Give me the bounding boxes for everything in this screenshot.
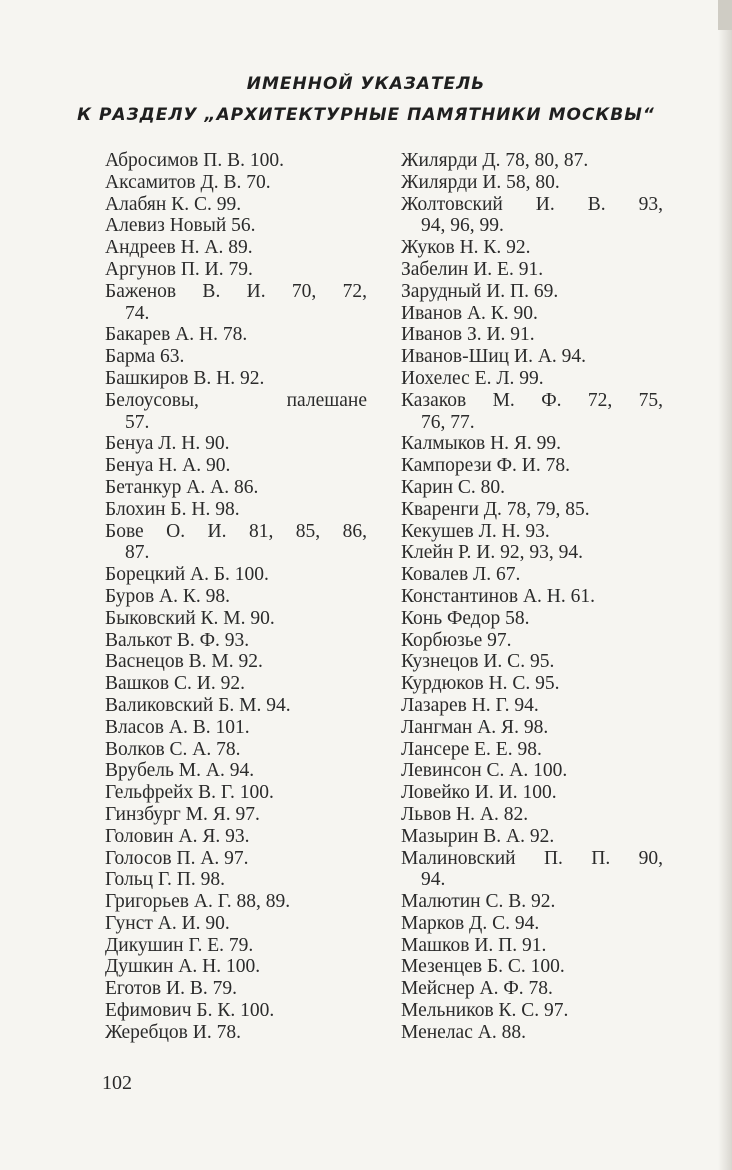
index-entry: Левинсон С. А. 100. xyxy=(401,760,568,782)
index-entry: Жуков Н. К. 92. xyxy=(401,237,531,259)
index-entry-continuation: 94, 96, 99. xyxy=(421,215,504,237)
index-entry: Алевиз Новый 56. xyxy=(105,215,256,237)
index-entry: Корбюзье 97. xyxy=(401,629,512,651)
index-entry: Вашков С. И. 92. xyxy=(105,673,245,695)
index-entry: Забелин И. Е. 91. xyxy=(401,258,544,280)
index-entry: Кузнецов И. С. 95. xyxy=(401,651,555,673)
index-entry: Менелас А. 88. xyxy=(401,1021,526,1043)
index-entry: Андреев Н. А. 89. xyxy=(105,237,253,259)
index-entry: Иванов-Шиц И. А. 94. xyxy=(401,346,587,368)
index-entry: Врубель М. А. 94. xyxy=(105,760,255,782)
index-entry: Васнецов В. М. 92. xyxy=(105,651,263,673)
index-entry: Гинзбург М. Я. 97. xyxy=(105,803,260,825)
index-entry: Гунст А. И. 90. xyxy=(105,912,230,934)
index-entry: Ковалев Л. 67. xyxy=(401,564,521,586)
index-entry: Жилярди И. 58, 80. xyxy=(401,171,560,193)
index-entry: Кампорези Ф. И. 78. xyxy=(401,455,570,477)
index-entry-continuation: 74. xyxy=(125,302,150,324)
index-entry: Голосов П. А. 97. xyxy=(105,847,249,869)
index-entry: Барма 63. xyxy=(105,346,185,368)
index-entry: Мейснер А. Ф. 78. xyxy=(401,978,553,1000)
index-entry: Марков Д. С. 94. xyxy=(401,912,540,934)
index-entry: Лангман А. Я. 98. xyxy=(401,716,549,738)
index-entry: Борецкий А. Б. 100. xyxy=(105,564,269,586)
index-entry: Мазырин В. А. 92. xyxy=(401,825,555,847)
index-entry: Машков И. П. 91. xyxy=(401,934,547,956)
index-entry: Мельников К. С. 97. xyxy=(401,1000,569,1022)
index-entry: Алабян К. С. 99. xyxy=(105,193,242,215)
index-entry: Валькот В. Ф. 93. xyxy=(105,629,250,651)
index-entry: Гельфрейх В. Г. 100. xyxy=(105,782,274,804)
index-column-right xyxy=(401,150,663,1044)
index-entry: Башкиров В. Н. 92. xyxy=(105,367,265,389)
index-entry-continuation: 57. xyxy=(125,411,150,433)
index-column-left xyxy=(105,150,367,1044)
index-entry: Малютин С. В. 92. xyxy=(401,891,556,913)
scan-edge-shadow xyxy=(718,0,732,1170)
index-entry: Лазарев Н. Г. 94. xyxy=(401,694,539,716)
index-entry-continuation: 76, 77. xyxy=(421,411,475,433)
index-entry: Валиковский Б. М. 94. xyxy=(105,694,291,716)
index-entry: Львов Н. А. 82. xyxy=(401,803,529,825)
index-entry: Головин А. Я. 93. xyxy=(105,825,250,847)
index-entry: Курдюков Н. С. 95. xyxy=(401,673,560,695)
index-entry-continuation: 87. xyxy=(125,542,150,564)
index-entry: Константинов А. Н. 61. xyxy=(401,585,595,607)
index-entry: Казаков М. Ф. 72, 75, xyxy=(401,389,663,411)
index-entry: Кекушев Л. Н. 93. xyxy=(401,520,550,542)
index-entry: Иохелес Е. Л. 99. xyxy=(401,367,544,389)
index-entry: Конь Федор 58. xyxy=(401,607,530,629)
index-title: ИМЕННОЙ УКАЗАТЕЛЬ xyxy=(246,74,486,94)
index-entry: Блохин Б. Н. 98. xyxy=(105,498,240,520)
index-entry: Власов А. В. 101. xyxy=(105,716,250,738)
index-entry: Лансере Е. Е. 98. xyxy=(401,738,542,760)
index-entry: Иванов З. И. 91. xyxy=(401,324,535,346)
index-entry: Ловейко И. И. 100. xyxy=(401,782,557,804)
index-entry: Бенуа Л. Н. 90. xyxy=(105,433,230,455)
index-entry: Кваренги Д. 78, 79, 85. xyxy=(401,498,590,520)
page-number: 102 xyxy=(102,1072,132,1094)
index-entry: Волков С. А. 78. xyxy=(105,738,241,760)
index-entry: Ефимович Б. К. 100. xyxy=(105,1000,275,1022)
index-entry: Дикушин Г. Е. 79. xyxy=(105,934,254,956)
index-entry: Жеребцов И. 78. xyxy=(105,1021,241,1043)
index-entry: Гольц Г. П. 98. xyxy=(105,869,226,891)
index-entry: Белоусовы, палешане xyxy=(105,389,367,411)
index-entry: Бенуа Н. А. 90. xyxy=(105,455,231,477)
index-entry: Григорьев А. Г. 88, 89. xyxy=(105,891,291,913)
index-entry: Зарудный И. П. 69. xyxy=(401,280,559,302)
index-entry: Бове О. И. 81, 85, 86, xyxy=(105,520,367,542)
index-entry: Иванов А. К. 90. xyxy=(401,302,538,324)
index-entry: Бакарев А. Н. 78. xyxy=(105,324,248,346)
index-entry: Карин С. 80. xyxy=(401,476,506,498)
index-entry: Душкин А. Н. 100. xyxy=(105,956,261,978)
index-entry: Бетанкур А. А. 86. xyxy=(105,476,259,498)
index-entry: Баженов В. И. 70, 72, xyxy=(105,280,367,302)
index-entry: Аксамитов Д. В. 70. xyxy=(105,171,271,193)
index-entry: Калмыков Н. Я. 99. xyxy=(401,433,562,455)
index-entry: Быковский К. М. 90. xyxy=(105,607,275,629)
index-entry: Жилярди Д. 78, 80, 87. xyxy=(401,150,589,171)
index-entry: Абросимов П. В. 100. xyxy=(105,150,284,171)
index-entry: Малиновский П. П. 90, xyxy=(401,847,663,869)
index-subtitle: К РАЗДЕЛУ „АРХИТЕКТУРНЫЕ ПАМЯТНИКИ МОСКВЫ“ xyxy=(77,105,655,125)
index-entry: Жолтовский И. В. 93, xyxy=(401,193,663,215)
index-entry: Клейн Р. И. 92, 93, 94. xyxy=(401,542,584,564)
index-entry: Мезенцев Б. С. 100. xyxy=(401,956,565,978)
index-entry: Буров А. К. 98. xyxy=(105,585,231,607)
index-entry: Еготов И. В. 79. xyxy=(105,978,237,1000)
index-entry-continuation: 94. xyxy=(421,869,446,891)
scan-corner-mark xyxy=(718,0,732,30)
index-entry: Аргунов П. И. 79. xyxy=(105,258,253,280)
